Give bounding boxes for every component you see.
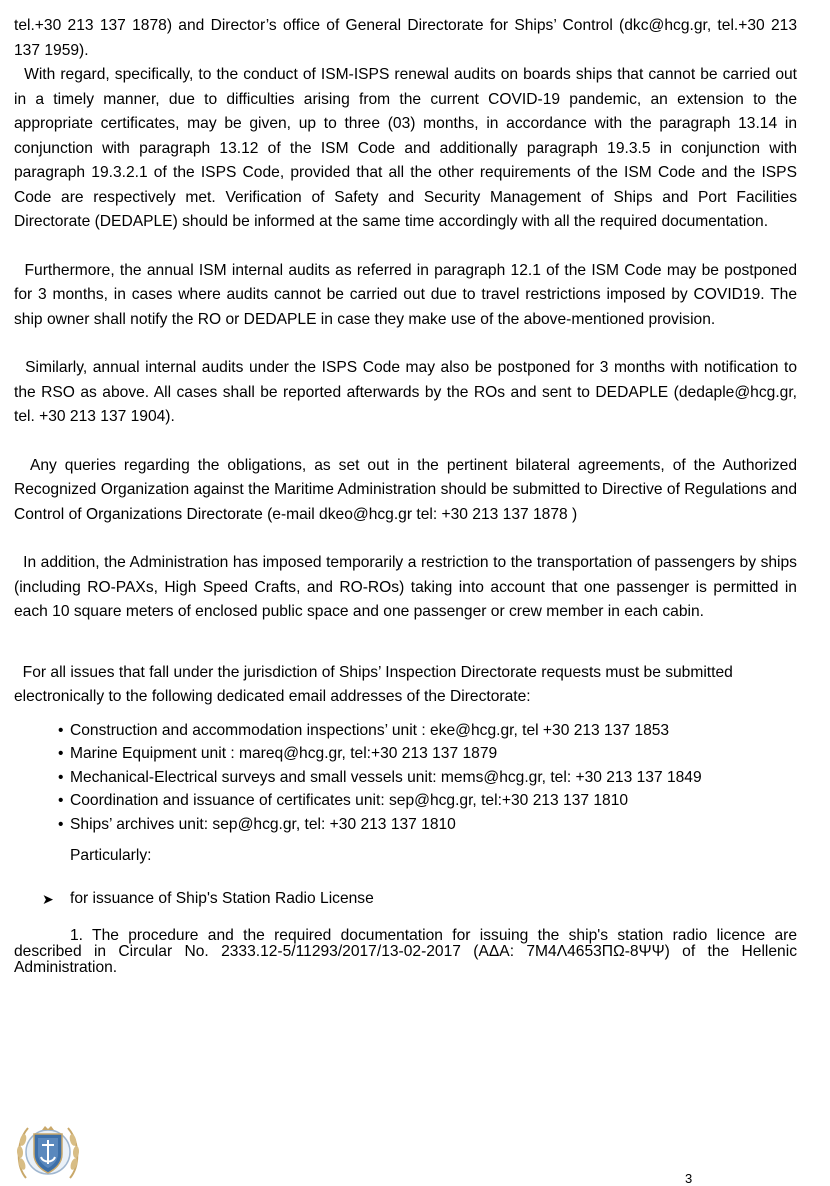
paragraph-queries <box>14 454 797 528</box>
paragraph-ism-internal-audits-text: Furthermore, the annual ISM internal audits as referred in paragraph 12.1 of the ISM Code may be postponed for 3 months, in cases where audits cannot be carried out due to travel restrictions imposed by COVID19. The ship owner shall notify the RO or DEDAPLE in case they make use of the above-mentioned provision. <box>14 261 798 328</box>
list-item: • Marine Equipment unit : mareq@hcg.gr, tel:+30 213 137 1879 <box>58 742 797 766</box>
paragraph-isps-internal-audits-text: Similarly, annual internal audits under the ISPS Code may also be postponed for 3 months with notification to the RSO as above. All cases shall be reported afterwards by the ROs and sent to DEDAPLE (dedaple@hcg.gr, tel. +30 213 137 1904). <box>14 359 798 425</box>
paragraph-inspection-directorate-text: For all issues that fall under the jurisdiction of Ships’ Inspection Directorate requests must be submitted electronically to the following dedicated email addresses of the Directorate: <box>14 663 733 705</box>
list-item: • Construction and accommodation inspections’ unit : eke@hcg.gr, tel +30 213 137 1853 <box>58 719 797 743</box>
numbered-item <box>14 928 797 976</box>
arrow-list-item-text: for issuance of Ship's Station Radio License <box>70 890 374 908</box>
paragraph-renewal-audits-text: With regard, specifically, to the conduct of ISM-ISPS renewal audits on boards ships that cannot be carried out in a timely manner, due to difficulties arising from the current COVID-19 pandemic, an extension to the appropriate certificates, may be given, up to three (03) months, in accordance with the paragraph 13.14 in conjunction with paragraph 13.12 of the ISM Code and additionally paragraph 19.3.5 in conjunction with paragraph 19.3.2.1 of the ISPS Code, provided that all the other requirements of the ISM Code and the ISPS Code are respectively met. Verification of Safety and Security Management of Ships and Port Facilities Directorate (DEDAPLE) should be informed at the same time accordingly with all the required documentation. <box>14 66 797 230</box>
paragraph-renewal-audits <box>14 63 797 235</box>
arrow-list-item <box>14 887 797 911</box>
paragraph-contacts-continued: tel.+30 213 137 1878) and Director’s office of General Directorate for Ships’ Control (dkc@hcg.gr, tel.+30 213 137 1959). <box>14 17 797 59</box>
paragraph-ism-internal-audits <box>14 259 797 333</box>
paragraph-queries-text: Any queries regarding the obligations, as set out in the pertinent bilateral agreements, of the Authorized Recognized Organization against the Maritime Administration should be submitted to Directive of Regulations and Control of Organizations Directorate (e-mail dkeo@hcg.gr tel: +30 213 137 1878 ) <box>14 456 797 523</box>
document-body <box>14 14 797 976</box>
paragraph-isps-internal-audits <box>14 356 797 430</box>
paragraph-passenger-restriction-text: In addition, the Administration has imposed temporarily a restriction to the transportation of passengers by ships (including RO-PAXs, High Speed Crafts, and RO-ROs) taking into account that one passenger is permitted in each 10 square meters of enclosed public space and one passenger or crew member in each cabin. <box>14 554 797 620</box>
paragraph-inspection-directorate <box>14 661 797 710</box>
list-item: • Ships’ archives unit: sep@hcg.gr, tel: +30 213 137 1810 <box>58 813 797 837</box>
particularly-label: Particularly: <box>70 847 152 865</box>
paragraph-passenger-restriction <box>14 551 797 625</box>
page-number: 3 <box>685 1171 693 1186</box>
arrow-bullet-icon: ➤ <box>42 891 54 908</box>
list-item: • Coordination and issuance of certificates unit: sep@hcg.gr, tel:+30 213 137 1810 <box>58 789 797 813</box>
directorate-units-list <box>14 719 797 837</box>
numbered-item-text: 1. The procedure and the required documentation for issuing the ship's station radio licence are described in Circular No. 2333.12-5/11293/2017/13-02-2017 (ΑΔΑ: 7Μ4Λ4653ΠΩ-8ΨΨ) of the Hellenic Administration. <box>14 927 797 977</box>
list-item: • Mechanical-Electrical surveys and small vessels unit: mems@hcg.gr, tel: +30 213 137 1849 <box>58 766 797 790</box>
hellenic-coast-guard-emblem-icon <box>14 1118 82 1184</box>
